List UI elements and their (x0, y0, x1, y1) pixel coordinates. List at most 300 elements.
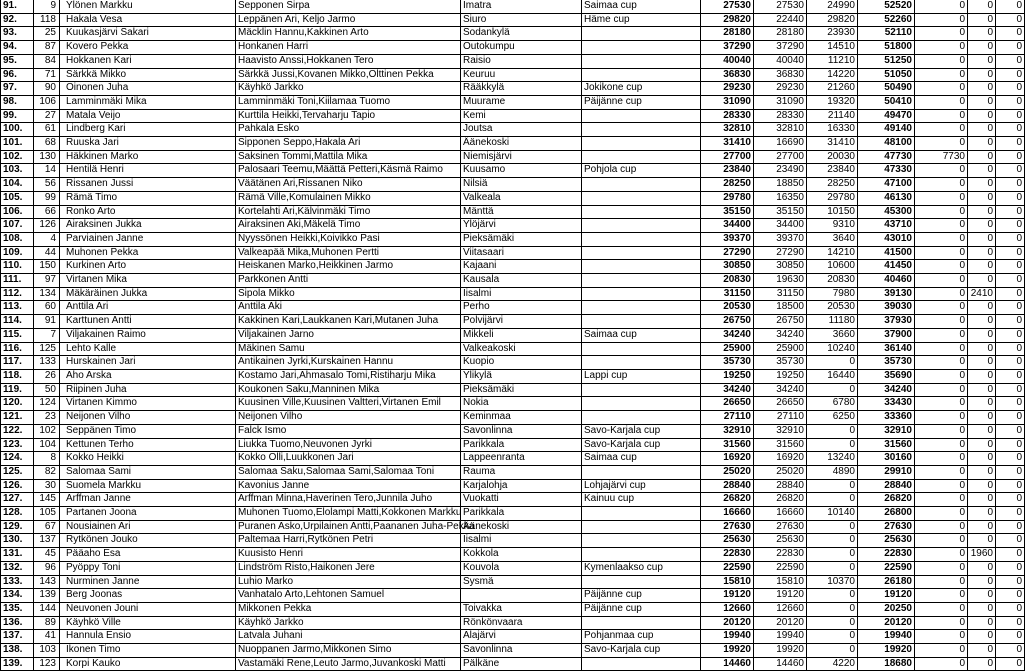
stage-6-points-cell: 0 (996, 109, 1025, 123)
stage-4-points-cell: 0 (915, 602, 968, 616)
hometown-cell: Pieksämäki (461, 232, 582, 246)
start-number-cell: 7 (34, 328, 60, 342)
combined-points-cell: 52260 (858, 13, 915, 27)
stage-4-points-cell: 0 (915, 644, 968, 658)
stage-4-points-cell: 0 (915, 68, 968, 82)
stage-6-points-cell: 0 (996, 219, 1025, 233)
position-cell: 117. (1, 356, 34, 370)
codriver-cell: Väätänen Ari,Rissanen Niko (236, 178, 461, 192)
stage-4-points-cell: 0 (915, 95, 968, 109)
driver-cell: Hannula Ensio (60, 630, 236, 644)
codriver-cell: Kortelahti Ari,Kälvinmäki Timo (236, 205, 461, 219)
table-row (1, 452, 1025, 466)
stage-1-points-cell: 28330 (754, 109, 807, 123)
total-points-cell: 16660 (701, 507, 754, 521)
stage-4-points-cell: 0 (915, 232, 968, 246)
table-row (1, 287, 1025, 301)
position-cell: 135. (1, 602, 34, 616)
total-points-cell: 29820 (701, 13, 754, 27)
stage-6-points-cell: 0 (996, 82, 1025, 96)
stage-5-points-cell: 0 (968, 219, 996, 233)
stage-4-points-cell: 0 (915, 411, 968, 425)
stage-5-points-cell: 0 (968, 383, 996, 397)
codriver-cell: Kuusinen Ville,Kuusinen Valtteri,Virtanen Emil (236, 397, 461, 411)
driver-cell: Virtanen Kimmo (60, 397, 236, 411)
codriver-cell: Särkkä Jussi,Kovanen Mikko,Olttinen Pekka (236, 68, 461, 82)
combined-points-cell: 32910 (858, 424, 915, 438)
codriver-cell: Rämä Ville,Komulainen Mikko (236, 191, 461, 205)
cup-cell: Savo-Karjala cup (582, 644, 701, 658)
table-row (1, 109, 1025, 123)
stage-1-points-cell: 26750 (754, 315, 807, 329)
stage-5-points-cell: 0 (968, 13, 996, 27)
table-row (1, 164, 1025, 178)
table-row (1, 356, 1025, 370)
driver-cell: Riipinen Juha (60, 383, 236, 397)
stage-4-points-cell: 0 (915, 41, 968, 55)
start-number-cell: 144 (34, 602, 60, 616)
start-number-cell: 130 (34, 150, 60, 164)
cup-cell: Savo-Karjala cup (582, 424, 701, 438)
total-points-cell: 32810 (701, 123, 754, 137)
stage-5-points-cell: 0 (968, 657, 996, 671)
position-cell: 125. (1, 465, 34, 479)
driver-cell: Korpi Kauko (60, 657, 236, 671)
stage-2-points-cell: 0 (807, 561, 858, 575)
stage-5-points-cell: 0 (968, 205, 996, 219)
cup-cell: Lappi cup (582, 369, 701, 383)
hometown-cell: Äänekoski (461, 137, 582, 151)
hometown-cell: Vuokatti (461, 493, 582, 507)
hometown-cell: Kouvola (461, 561, 582, 575)
table-row (1, 328, 1025, 342)
stage-5-points-cell: 0 (968, 137, 996, 151)
stage-4-points-cell: 0 (915, 328, 968, 342)
stage-6-points-cell: 0 (996, 644, 1025, 658)
position-cell: 113. (1, 301, 34, 315)
stage-2-points-cell: 0 (807, 589, 858, 603)
hometown-cell: Outokumpu (461, 41, 582, 55)
cup-cell (582, 246, 701, 260)
driver-cell: Rissanen Jussi (60, 178, 236, 192)
start-number-cell: 133 (34, 356, 60, 370)
stage-2-points-cell: 0 (807, 602, 858, 616)
position-cell: 112. (1, 287, 34, 301)
table-row (1, 589, 1025, 603)
stage-4-points-cell: 0 (915, 589, 968, 603)
hometown-cell: Kuusamo (461, 164, 582, 178)
combined-points-cell: 48100 (858, 137, 915, 151)
stage-5-points-cell: 0 (968, 164, 996, 178)
stage-1-points-cell: 22440 (754, 13, 807, 27)
stage-6-points-cell: 0 (996, 575, 1025, 589)
stage-5-points-cell: 0 (968, 315, 996, 329)
driver-cell: Rämä Timo (60, 191, 236, 205)
cup-cell: Jokikone cup (582, 82, 701, 96)
total-points-cell: 37290 (701, 41, 754, 55)
combined-points-cell: 19940 (858, 630, 915, 644)
stage-1-points-cell: 16660 (754, 507, 807, 521)
total-points-cell: 29780 (701, 191, 754, 205)
stage-1-points-cell: 12660 (754, 602, 807, 616)
total-points-cell: 26820 (701, 493, 754, 507)
total-points-cell: 27110 (701, 411, 754, 425)
hometown-cell: Nilsiä (461, 178, 582, 192)
position-cell: 104. (1, 178, 34, 192)
stage-4-points-cell: 0 (915, 13, 968, 27)
driver-cell: Kettunen Terho (60, 438, 236, 452)
start-number-cell: 71 (34, 68, 60, 82)
table-row (1, 137, 1025, 151)
codriver-cell: Airaksinen Aki,Mäkelä Timo (236, 219, 461, 233)
table-row (1, 301, 1025, 315)
cup-cell (582, 575, 701, 589)
stage-2-points-cell: 20030 (807, 150, 858, 164)
driver-cell: Seppänen Timo (60, 424, 236, 438)
codriver-cell: Heiskanen Marko,Heikkinen Jarmo (236, 260, 461, 274)
stage-1-points-cell: 23490 (754, 164, 807, 178)
stage-6-points-cell: 0 (996, 123, 1025, 137)
position-cell: 116. (1, 342, 34, 356)
stage-5-points-cell: 1960 (968, 548, 996, 562)
stage-1-points-cell: 14460 (754, 657, 807, 671)
stage-1-points-cell: 28840 (754, 479, 807, 493)
codriver-cell: Latvala Juhani (236, 630, 461, 644)
driver-cell: Suomela Markku (60, 479, 236, 493)
stage-5-points-cell: 0 (968, 301, 996, 315)
combined-points-cell: 43710 (858, 219, 915, 233)
cup-cell (582, 507, 701, 521)
codriver-cell: Nuoppanen Jarmo,Mikkonen Simo (236, 644, 461, 658)
hometown-cell: Mikkeli (461, 328, 582, 342)
stage-1-points-cell: 37290 (754, 41, 807, 55)
combined-points-cell: 29910 (858, 465, 915, 479)
table-row (1, 260, 1025, 274)
hometown-cell: Sysmä (461, 575, 582, 589)
table-row (1, 27, 1025, 41)
driver-cell: Pääaho Esa (60, 548, 236, 562)
stage-1-points-cell: 30850 (754, 260, 807, 274)
codriver-cell: Nyyssönen Heikki,Koivikko Pasi (236, 232, 461, 246)
position-cell: 136. (1, 616, 34, 630)
table-row (1, 0, 1025, 13)
hometown-cell: Viitasaari (461, 246, 582, 260)
driver-cell: Muhonen Pekka (60, 246, 236, 260)
stage-1-points-cell: 25900 (754, 342, 807, 356)
stage-4-points-cell: 0 (915, 164, 968, 178)
combined-points-cell: 41450 (858, 260, 915, 274)
driver-cell: Oinonen Juha (60, 82, 236, 96)
hometown-cell: Rauma (461, 465, 582, 479)
cup-cell (582, 137, 701, 151)
results-table-body (1, 0, 1025, 671)
combined-points-cell: 47730 (858, 150, 915, 164)
driver-cell: Nurminen Janne (60, 575, 236, 589)
stage-2-points-cell: 4220 (807, 657, 858, 671)
combined-points-cell: 34240 (858, 383, 915, 397)
codriver-cell: Luhio Marko (236, 575, 461, 589)
stage-2-points-cell: 0 (807, 438, 858, 452)
total-points-cell: 28840 (701, 479, 754, 493)
position-cell: 107. (1, 219, 34, 233)
start-number-cell: 89 (34, 616, 60, 630)
total-points-cell: 20830 (701, 274, 754, 288)
stage-1-points-cell: 19630 (754, 274, 807, 288)
position-cell: 103. (1, 164, 34, 178)
stage-5-points-cell: 0 (968, 150, 996, 164)
stage-6-points-cell: 0 (996, 205, 1025, 219)
stage-2-points-cell: 13240 (807, 452, 858, 466)
start-number-cell: 84 (34, 54, 60, 68)
cup-cell: Saimaa cup (582, 328, 701, 342)
stage-4-points-cell: 0 (915, 274, 968, 288)
total-points-cell: 31150 (701, 287, 754, 301)
stage-4-points-cell: 0 (915, 452, 968, 466)
driver-cell: Käyhkö Ville (60, 616, 236, 630)
total-points-cell: 27630 (701, 520, 754, 534)
start-number-cell: 41 (34, 630, 60, 644)
combined-points-cell: 47330 (858, 164, 915, 178)
stage-4-points-cell: 0 (915, 561, 968, 575)
table-row (1, 534, 1025, 548)
start-number-cell: 143 (34, 575, 60, 589)
hometown-cell (461, 589, 582, 603)
stage-6-points-cell: 0 (996, 616, 1025, 630)
codriver-cell: Antikainen Jyrki,Kurskainen Hannu (236, 356, 461, 370)
stage-2-points-cell: 0 (807, 383, 858, 397)
stage-6-points-cell: 0 (996, 520, 1025, 534)
stage-2-points-cell: 0 (807, 644, 858, 658)
driver-cell: Hentilä Henri (60, 164, 236, 178)
table-row (1, 561, 1025, 575)
codriver-cell: Käyhkö Jarkko (236, 82, 461, 96)
driver-cell: Pyöppy Toni (60, 561, 236, 575)
stage-6-points-cell: 0 (996, 150, 1025, 164)
stage-5-points-cell: 0 (968, 616, 996, 630)
codriver-cell: Lindström Risto,Haikonen Jere (236, 561, 461, 575)
start-number-cell: 87 (34, 41, 60, 55)
stage-1-points-cell: 19120 (754, 589, 807, 603)
position-cell: 100. (1, 123, 34, 137)
position-cell: 92. (1, 13, 34, 27)
stage-5-points-cell: 0 (968, 369, 996, 383)
stage-4-points-cell: 0 (915, 548, 968, 562)
stage-2-points-cell: 0 (807, 548, 858, 562)
start-number-cell: 26 (34, 369, 60, 383)
stage-2-points-cell: 10600 (807, 260, 858, 274)
hometown-cell: Rönkönvaara (461, 616, 582, 630)
table-row (1, 479, 1025, 493)
combined-points-cell: 47100 (858, 178, 915, 192)
total-points-cell: 19250 (701, 369, 754, 383)
total-points-cell: 15810 (701, 575, 754, 589)
total-points-cell: 12660 (701, 602, 754, 616)
total-points-cell: 31410 (701, 137, 754, 151)
position-cell: 91. (1, 0, 34, 13)
hometown-cell: Polvijärvi (461, 315, 582, 329)
cup-cell (582, 616, 701, 630)
stage-1-points-cell: 27630 (754, 520, 807, 534)
total-points-cell: 28250 (701, 178, 754, 192)
cup-cell (582, 205, 701, 219)
stage-1-points-cell: 31150 (754, 287, 807, 301)
driver-cell: Ronko Arto (60, 205, 236, 219)
stage-2-points-cell: 21260 (807, 82, 858, 96)
stage-5-points-cell: 0 (968, 507, 996, 521)
stage-2-points-cell: 14210 (807, 246, 858, 260)
position-cell: 139. (1, 657, 34, 671)
stage-4-points-cell: 0 (915, 424, 968, 438)
driver-cell: Hakala Vesa (60, 13, 236, 27)
stage-6-points-cell: 0 (996, 534, 1025, 548)
driver-cell: Lamminmäki Mika (60, 95, 236, 109)
total-points-cell: 25020 (701, 465, 754, 479)
driver-cell: Neijonen Vilho (60, 411, 236, 425)
stage-2-points-cell: 3660 (807, 328, 858, 342)
position-cell: 101. (1, 137, 34, 151)
start-number-cell: 61 (34, 123, 60, 137)
table-row (1, 520, 1025, 534)
start-number-cell: 14 (34, 164, 60, 178)
position-cell: 128. (1, 507, 34, 521)
start-number-cell: 105 (34, 507, 60, 521)
stage-1-points-cell: 36830 (754, 68, 807, 82)
stage-6-points-cell: 0 (996, 137, 1025, 151)
table-row (1, 232, 1025, 246)
hometown-cell: Ylikylä (461, 369, 582, 383)
stage-4-points-cell: 0 (915, 397, 968, 411)
driver-cell: Anttila Ari (60, 301, 236, 315)
position-cell: 121. (1, 411, 34, 425)
combined-points-cell: 46130 (858, 191, 915, 205)
cup-cell: Pohjola cup (582, 164, 701, 178)
position-cell: 132. (1, 561, 34, 575)
position-cell: 119. (1, 383, 34, 397)
position-cell: 108. (1, 232, 34, 246)
hometown-cell: Mänttä (461, 205, 582, 219)
position-cell: 124. (1, 452, 34, 466)
start-number-cell: 139 (34, 589, 60, 603)
stage-2-points-cell: 20530 (807, 301, 858, 315)
stage-4-points-cell: 0 (915, 287, 968, 301)
combined-points-cell: 51050 (858, 68, 915, 82)
stage-1-points-cell: 34240 (754, 383, 807, 397)
start-number-cell: 68 (34, 137, 60, 151)
stage-2-points-cell: 29820 (807, 13, 858, 27)
codriver-cell: Pahkala Esko (236, 123, 461, 137)
stage-5-points-cell: 0 (968, 68, 996, 82)
codriver-cell: Honkanen Harri (236, 41, 461, 55)
stage-6-points-cell: 0 (996, 0, 1025, 13)
cup-cell (582, 356, 701, 370)
hometown-cell: Parikkala (461, 438, 582, 452)
total-points-cell: 28330 (701, 109, 754, 123)
stage-6-points-cell: 0 (996, 630, 1025, 644)
stage-6-points-cell: 0 (996, 548, 1025, 562)
position-cell: 115. (1, 328, 34, 342)
codriver-cell: Sipponen Seppo,Hakala Ari (236, 137, 461, 151)
stage-2-points-cell: 21140 (807, 109, 858, 123)
stage-6-points-cell: 0 (996, 411, 1025, 425)
cup-cell (582, 465, 701, 479)
stage-2-points-cell: 31410 (807, 137, 858, 151)
total-points-cell: 20120 (701, 616, 754, 630)
position-cell: 94. (1, 41, 34, 55)
stage-6-points-cell: 0 (996, 95, 1025, 109)
stage-1-points-cell: 27530 (754, 0, 807, 13)
driver-cell: Mäkäräinen Jukka (60, 287, 236, 301)
table-row (1, 383, 1025, 397)
combined-points-cell: 52520 (858, 0, 915, 13)
stage-1-points-cell: 19250 (754, 369, 807, 383)
driver-cell: Kuukasjärvi Sakari (60, 27, 236, 41)
hometown-cell: Kemi (461, 109, 582, 123)
codriver-cell: Valkeapää Mika,Muhonen Pertti (236, 246, 461, 260)
start-number-cell: 9 (34, 0, 60, 13)
stage-6-points-cell: 0 (996, 260, 1025, 274)
position-cell: 95. (1, 54, 34, 68)
position-cell: 123. (1, 438, 34, 452)
stage-6-points-cell: 0 (996, 507, 1025, 521)
stage-1-points-cell: 39370 (754, 232, 807, 246)
start-number-cell: 106 (34, 95, 60, 109)
stage-6-points-cell: 0 (996, 465, 1025, 479)
stage-4-points-cell: 0 (915, 82, 968, 96)
combined-points-cell: 33430 (858, 397, 915, 411)
stage-2-points-cell: 7980 (807, 287, 858, 301)
start-number-cell: 23 (34, 411, 60, 425)
stage-5-points-cell: 0 (968, 246, 996, 260)
stage-2-points-cell: 10150 (807, 205, 858, 219)
position-cell: 98. (1, 95, 34, 109)
total-points-cell: 26750 (701, 315, 754, 329)
position-cell: 111. (1, 274, 34, 288)
total-points-cell: 25900 (701, 342, 754, 356)
stage-5-points-cell: 0 (968, 191, 996, 205)
cup-cell (582, 274, 701, 288)
stage-4-points-cell: 0 (915, 493, 968, 507)
hometown-cell: Kajaani (461, 260, 582, 274)
codriver-cell: Kokko Olli,Luukkonen Jari (236, 452, 461, 466)
stage-1-points-cell: 19920 (754, 644, 807, 658)
stage-5-points-cell: 0 (968, 397, 996, 411)
start-number-cell: 50 (34, 383, 60, 397)
start-number-cell: 4 (34, 232, 60, 246)
start-number-cell: 82 (34, 465, 60, 479)
total-points-cell: 35150 (701, 205, 754, 219)
stage-1-points-cell: 29230 (754, 82, 807, 96)
codriver-cell: Anttila Aki (236, 301, 461, 315)
table-row (1, 424, 1025, 438)
stage-5-points-cell: 0 (968, 602, 996, 616)
stage-4-points-cell: 0 (915, 575, 968, 589)
combined-points-cell: 37930 (858, 315, 915, 329)
position-cell: 102. (1, 150, 34, 164)
driver-cell: Karttunen Antti (60, 315, 236, 329)
table-row (1, 82, 1025, 96)
stage-5-points-cell: 0 (968, 493, 996, 507)
combined-points-cell: 51800 (858, 41, 915, 55)
driver-cell: Salomaa Sami (60, 465, 236, 479)
table-row (1, 315, 1025, 329)
stage-4-points-cell: 0 (915, 383, 968, 397)
codriver-cell: Kavonius Janne (236, 479, 461, 493)
total-points-cell: 36830 (701, 68, 754, 82)
position-cell: 96. (1, 68, 34, 82)
start-number-cell: 67 (34, 520, 60, 534)
stage-5-points-cell: 0 (968, 356, 996, 370)
combined-points-cell: 30160 (858, 452, 915, 466)
